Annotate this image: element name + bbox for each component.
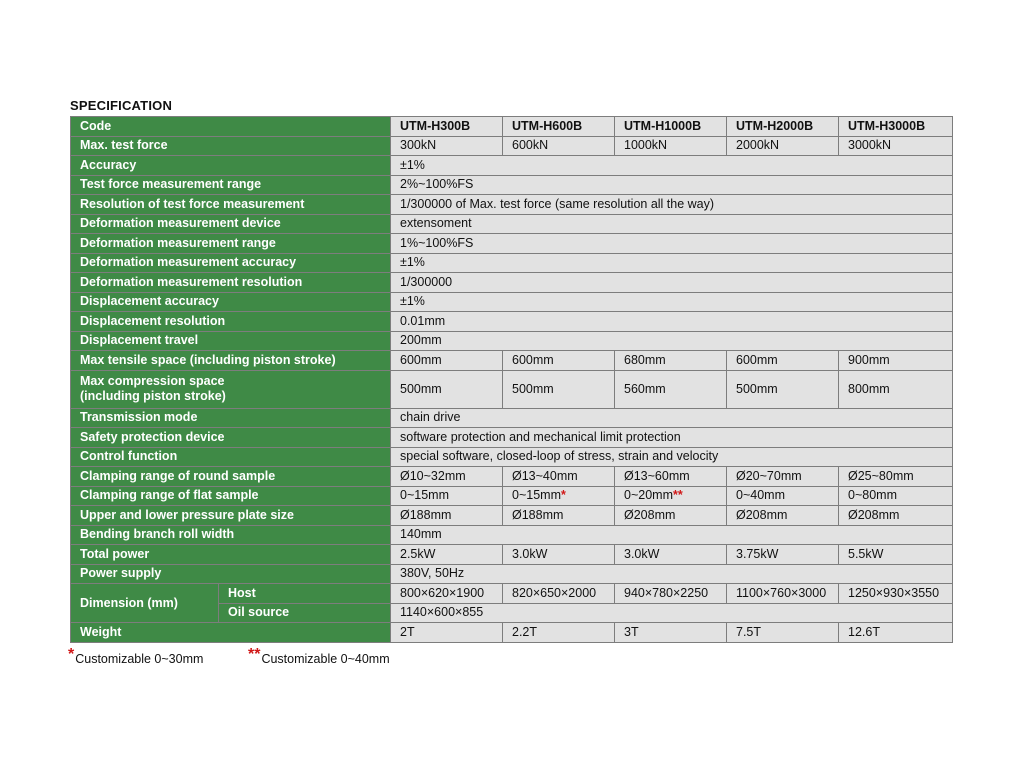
footnote-text: Customizable 0~30mm: [75, 652, 204, 666]
table-row: [71, 136, 953, 156]
cell-text: 600kN: [512, 138, 549, 153]
row-label: Deformation measurement range: [71, 234, 391, 254]
row-label: Bending branch roll width: [71, 525, 391, 545]
cell-value: 7.5T: [727, 623, 839, 643]
cell-text: 900mm: [848, 352, 890, 367]
cell-value: special software, closed-loop of stress, strain and velocity: [391, 447, 953, 467]
model-code: UTM-H600B: [503, 117, 615, 137]
cell-text: 3000kN: [848, 138, 892, 153]
header-label: Code: [71, 117, 391, 137]
cell-value: 2.2T: [503, 623, 615, 643]
cell-text: 0~80mm: [848, 488, 897, 503]
table-row: [71, 195, 953, 215]
cell-value: 1100×760×3000: [727, 584, 839, 604]
row-label: Total power: [71, 545, 391, 565]
cell-text: Ø188mm: [512, 507, 564, 522]
footnote-mark: **: [248, 646, 261, 663]
cell-text: Ø208mm: [848, 507, 900, 522]
row-label: Dimension (mm): [71, 584, 219, 623]
cell-text: Ø13~60mm: [624, 468, 690, 483]
cell-value: 1%~100%FS: [391, 234, 953, 254]
table-row: [71, 292, 953, 312]
cell-text: Ø208mm: [624, 507, 676, 522]
sub-row-label: Oil source: [219, 603, 391, 623]
cell-text: 300kN: [400, 138, 437, 153]
cell-value: [391, 136, 503, 156]
cell-text: Ø10~32mm: [400, 468, 466, 483]
cell-text: Ø13~40mm: [512, 468, 578, 483]
cell-value: 200mm: [391, 331, 953, 351]
cell-text: Ø25~80mm: [848, 468, 914, 483]
row-label: Weight: [71, 623, 391, 643]
cell-value: 820×650×2000: [503, 584, 615, 604]
cell-value: 1/300000: [391, 273, 953, 293]
row-label: Test force measurement range: [71, 175, 391, 195]
cell-value: [503, 370, 615, 408]
cell-value: ±1%: [391, 253, 953, 273]
footnote-1: [68, 646, 203, 666]
cell-text: 0~40mm: [736, 488, 785, 503]
row-label: Power supply: [71, 564, 391, 584]
table-row: [71, 253, 953, 273]
cell-value: 0.01mm: [391, 312, 953, 332]
cell-value: [503, 486, 615, 506]
row-label: Resolution of test force measurement: [71, 195, 391, 215]
cell-text: Ø20~70mm: [736, 468, 802, 483]
cell-value: [503, 351, 615, 371]
cell-text: 5.5kW: [848, 546, 884, 561]
cell-value: 3T: [615, 623, 727, 643]
cell-value: [727, 486, 839, 506]
cell-value: [391, 545, 503, 565]
table-row: [71, 447, 953, 467]
row-label: Accuracy: [71, 156, 391, 176]
row-label: Displacement resolution: [71, 312, 391, 332]
cell-text: 0~20mm: [624, 488, 673, 503]
cell-value: [391, 351, 503, 371]
cell-value: 140mm: [391, 525, 953, 545]
row-label: Max tensile space (including piston stroke): [71, 351, 391, 371]
row-label-line: Max compression space: [80, 374, 225, 388]
row-label: Max. test force: [71, 136, 391, 156]
row-label: Safety protection device: [71, 428, 391, 448]
table-row: [71, 486, 953, 506]
cell-text: 3.75kW: [736, 546, 779, 561]
cell-text: 0~15mm: [512, 488, 561, 503]
cell-value: 940×780×2250: [615, 584, 727, 604]
table-row: [71, 506, 953, 526]
cell-value: 2%~100%FS: [391, 175, 953, 195]
cell-value: [615, 351, 727, 371]
table-header-row: [71, 117, 953, 137]
cell-value: [391, 467, 503, 487]
cell-value: [839, 351, 953, 371]
cell-value: [391, 486, 503, 506]
cell-value: [727, 467, 839, 487]
table-row: [71, 545, 953, 565]
table-row: [71, 525, 953, 545]
row-label: Upper and lower pressure plate size: [71, 506, 391, 526]
cell-text: 600mm: [512, 352, 554, 367]
specification-table: [70, 116, 953, 643]
row-label: Displacement accuracy: [71, 292, 391, 312]
cell-value: 1/300000 of Max. test force (same resolution all the way): [391, 195, 953, 215]
cell-text: 500mm: [512, 381, 554, 396]
cell-value: ±1%: [391, 292, 953, 312]
footnote-text: Customizable 0~40mm: [261, 652, 390, 666]
cell-value: [615, 136, 727, 156]
asterisk-mark: *: [560, 488, 566, 503]
table-row: [71, 584, 953, 604]
table-row: [71, 467, 953, 487]
cell-text: 3.0kW: [512, 546, 548, 561]
cell-value: [615, 486, 727, 506]
cell-value: [839, 370, 953, 408]
cell-value: 800×620×1900: [391, 584, 503, 604]
cell-value: [503, 467, 615, 487]
table-row: [71, 234, 953, 254]
cell-value: [503, 506, 615, 526]
table-row: [71, 331, 953, 351]
table-row: [71, 214, 953, 234]
cell-value: [727, 506, 839, 526]
cell-text: 600mm: [400, 352, 442, 367]
cell-text: 1000kN: [624, 138, 668, 153]
table-row: [71, 273, 953, 293]
table-row: [71, 428, 953, 448]
cell-value: 12.6T: [839, 623, 953, 643]
model-code: UTM-H3000B: [839, 117, 953, 137]
cell-value: [615, 370, 727, 408]
table-row: [71, 351, 953, 371]
row-label: Displacement travel: [71, 331, 391, 351]
model-code: UTM-H2000B: [727, 117, 839, 137]
cell-value: [615, 545, 727, 565]
cell-value: [727, 545, 839, 565]
cell-value: software protection and mechanical limit protection: [391, 428, 953, 448]
cell-value: [839, 545, 953, 565]
footnote-mark: *: [68, 646, 75, 663]
row-label: Transmission mode: [71, 408, 391, 428]
cell-value: [839, 486, 953, 506]
cell-value: [391, 370, 503, 408]
row-label: Control function: [71, 447, 391, 467]
cell-value: [727, 370, 839, 408]
cell-value: [839, 467, 953, 487]
cell-value: [839, 506, 953, 526]
cell-value: [503, 545, 615, 565]
cell-value: 380V, 50Hz: [391, 564, 953, 584]
spec-title: SPECIFICATION: [70, 98, 173, 113]
table-row: [71, 623, 953, 643]
cell-value: ±1%: [391, 156, 953, 176]
cell-text: 500mm: [400, 381, 442, 396]
cell-text: 560mm: [624, 381, 666, 396]
row-label: [71, 370, 391, 408]
footnote-2: [248, 646, 390, 666]
cell-text: 2000kN: [736, 138, 780, 153]
cell-text: Ø208mm: [736, 507, 788, 522]
sub-row-label: Host: [219, 584, 391, 604]
table-row: [71, 408, 953, 428]
cell-text: Ø188mm: [400, 507, 452, 522]
asterisk-mark: **: [672, 488, 683, 503]
table-row: [71, 564, 953, 584]
cell-value: [727, 351, 839, 371]
model-code: UTM-H300B: [391, 117, 503, 137]
table-row: [71, 175, 953, 195]
row-label: Deformation measurement device: [71, 214, 391, 234]
cell-value: chain drive: [391, 408, 953, 428]
cell-text: 2.5kW: [400, 546, 436, 561]
row-label: Clamping range of flat sample: [71, 486, 391, 506]
cell-value: 1140×600×855: [391, 603, 953, 623]
cell-text: 0~15mm: [400, 488, 449, 503]
cell-value: [615, 467, 727, 487]
cell-value: [391, 506, 503, 526]
table-row: [71, 156, 953, 176]
cell-text: 500mm: [736, 381, 778, 396]
model-code: UTM-H1000B: [615, 117, 727, 137]
table-row: [71, 312, 953, 332]
cell-value: [503, 136, 615, 156]
cell-text: 600mm: [736, 352, 778, 367]
cell-text: 800mm: [848, 381, 890, 396]
table-row: [71, 370, 953, 408]
row-label: Clamping range of round sample: [71, 467, 391, 487]
row-label: Deformation measurement resolution: [71, 273, 391, 293]
row-label: Deformation measurement accuracy: [71, 253, 391, 273]
cell-value: 2T: [391, 623, 503, 643]
cell-text: 3.0kW: [624, 546, 660, 561]
cell-value: 1250×930×3550: [839, 584, 953, 604]
cell-value: [839, 136, 953, 156]
cell-value: extensoment: [391, 214, 953, 234]
row-label-line: (including piston stroke): [80, 389, 226, 403]
cell-text: 680mm: [624, 352, 666, 367]
cell-value: [615, 506, 727, 526]
cell-value: [727, 136, 839, 156]
